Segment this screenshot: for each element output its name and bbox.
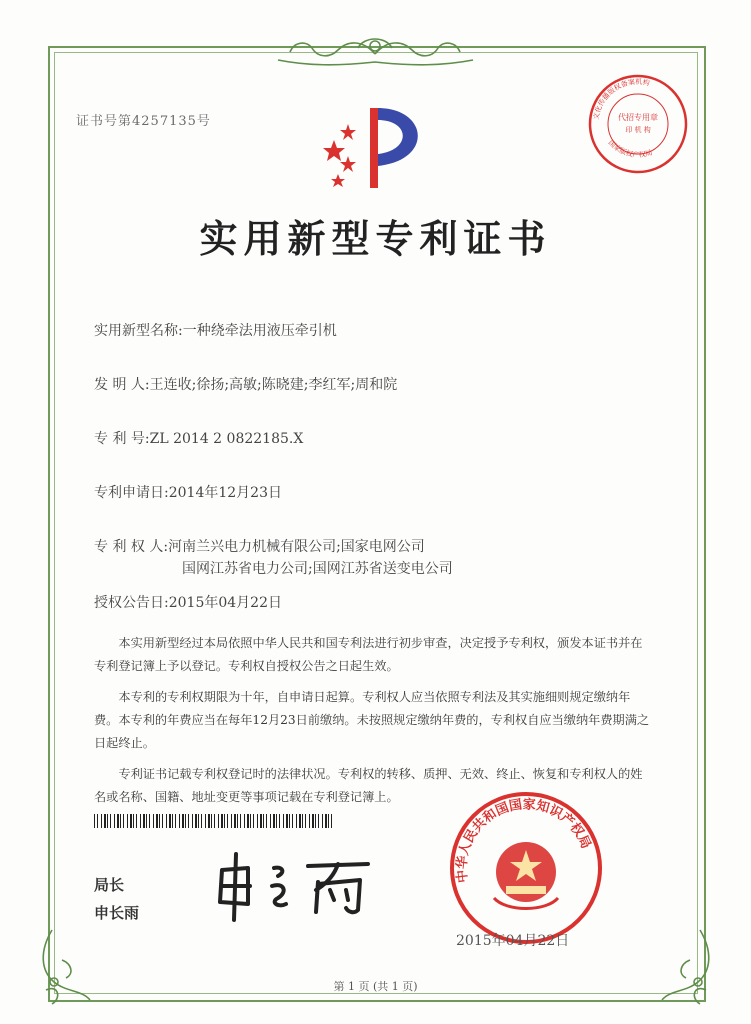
apply-date-label: 专利申请日: [94,485,169,501]
barcode-bar [146,814,147,828]
barcode-bar [322,814,323,828]
barcode-bar [162,814,163,828]
barcode-bar [237,814,238,828]
barcode-bar [133,814,134,828]
inventors-label: 发 明 人: [94,377,150,393]
barcode-bar [289,814,290,828]
inventors-value: 王连收;徐扬;高敏;陈晓建;李红军;周和院 [149,377,398,393]
grant-date-label: 授权公告日: [94,595,169,611]
barcode-bar [97,814,98,828]
signatory-name: 申长雨 [94,904,140,922]
barcode-bar [123,814,124,828]
patent-office-logo-icon [318,100,438,192]
barcode-bar [244,814,245,828]
barcode-bar [240,814,241,828]
barcode-bar [101,814,102,828]
patent-no-label: 专 利 号: [94,431,150,447]
apply-date-value: 2014年12月23日 [168,485,282,501]
certificate-number: 证书号第4257135号 [76,114,211,129]
barcode-bar [179,814,180,828]
patentee-value: 河南兰兴电力机械有限公司;国家电网公司 [168,539,425,555]
field-apply-date [94,482,282,502]
barcode-bar [192,814,193,828]
barcode-bar [208,814,210,828]
field-inventors [94,374,397,394]
barcode-bar [136,814,137,828]
svg-text:文化传播版权备案机构: 文化传播版权备案机构 [592,77,651,121]
field-patentee [94,536,453,577]
patentee-value-line2: 国网江苏省电力公司;国网江苏省送变电公司 [182,561,453,577]
body-paragraph: 本专利的专利权期限为十年，自申请日起算。专利权人应当依照专利法及其实施细则规定缴纳年费。本专利的年费应当在每年12月23日前缴纳。未按照规定缴纳年费的，专利权自应当缴纳年费期满之日起终止。 [94,690,650,750]
page-footer: 第 1 页 (共 1 页) [333,980,418,993]
barcode [94,814,334,828]
svg-text:印 机 构: 印 机 构 [625,126,651,134]
national-ip-office-seal [446,788,606,948]
barcode-bar [117,814,119,828]
barcode-bar [182,814,184,828]
barcode-bar [201,814,202,828]
barcode-bar [211,814,212,828]
barcode-bar [253,814,254,828]
barcode-bar [130,814,132,828]
bottom-left-ornament [32,920,112,1010]
barcode-bar [331,814,332,828]
barcode-bar [107,814,108,828]
seal-date: 2015年04月22日 [456,933,570,949]
barcode-bar [257,814,258,828]
barcode-bar [172,814,173,828]
barcode-bar [318,814,319,828]
barcode-bar [328,814,329,828]
patentee-label: 专 利 权 人: [94,539,169,555]
top-ornament [268,32,483,72]
signatory-role: 局长 [94,876,125,894]
barcode-bar [169,814,171,828]
barcode-bar [156,814,158,828]
barcode-bar [266,814,267,828]
barcode-bar [205,814,206,828]
field-model-name [94,320,337,340]
barcode-bar [260,814,262,828]
barcode-bar [159,814,160,828]
barcode-bar [110,814,111,828]
barcode-bar [166,814,167,828]
barcode-bar [140,814,141,828]
grant-date-value: 2015年04月22日 [168,595,282,611]
barcode-bar [312,814,314,828]
certificate-title: 实用新型专利证书 [199,216,552,261]
barcode-bar [305,814,306,828]
body-paragraph: 本实用新型经过本局依照中华人民共和国专利法进行初步审查，决定授予专利权，颁发本证书并在专利登记簿上予以登记。专利权自授权公告之日起生效。 [94,636,643,673]
barcode-bar [227,814,228,828]
barcode-bar [299,814,301,828]
barcode-bar [309,814,310,828]
agency-stamp [586,72,690,176]
barcode-bar [325,814,327,828]
barcode-bar [185,814,186,828]
barcode-bar [143,814,145,828]
field-patent-no [94,428,303,448]
barcode-bar [270,814,271,828]
model-name-value: 一种绕牵法用液压牵引机 [182,323,337,339]
barcode-bar [104,814,106,828]
barcode-bar [247,814,249,828]
barcode-bar [276,814,277,828]
barcode-bar [263,814,264,828]
barcode-bar [149,814,150,828]
barcode-bar [127,814,128,828]
barcode-bar [296,814,297,828]
patent-no-value: ZL 2014 2 0822185.X [149,431,304,447]
barcode-bar [315,814,316,828]
barcode-bar [218,814,219,828]
barcode-bar [286,814,288,828]
svg-text:代招专用章: 代招专用章 [618,113,658,122]
barcode-bar [221,814,223,828]
barcode-bar [283,814,284,828]
svg-text:国家版权产权局: 国家版权产权局 [606,138,654,160]
body-paragraph: 专利证书记载专利权登记时的法律状况。专利权的转移、质押、无效、终止、恢复和专利权人的姓名或名称、国籍、地址变更等事项记载在专利登记簿上。 [94,767,643,804]
barcode-bar [273,814,275,828]
model-name-label: 实用新型名称: [94,323,183,339]
barcode-bar [120,814,121,828]
barcode-bar [214,814,215,828]
barcode-bar [279,814,280,828]
barcode-bar [231,814,232,828]
barcode-bar [292,814,293,828]
barcode-bar [224,814,225,828]
barcode-bar [153,814,154,828]
barcode-bar [188,814,189,828]
barcode-bar [234,814,236,828]
barcode-bar [175,814,176,828]
svg-text:中华人民共和国国家知识产权局: 中华人民共和国国家知识产权局 [454,797,594,884]
barcode-bar [195,814,197,828]
field-grant-date [94,592,282,612]
bottom-right-ornament [640,920,720,1010]
barcode-bar [198,814,199,828]
barcode-bar [94,814,95,828]
barcode-bar [302,814,303,828]
handwritten-signature [208,846,378,926]
barcode-bar [114,814,115,828]
barcode-bar [250,814,251,828]
